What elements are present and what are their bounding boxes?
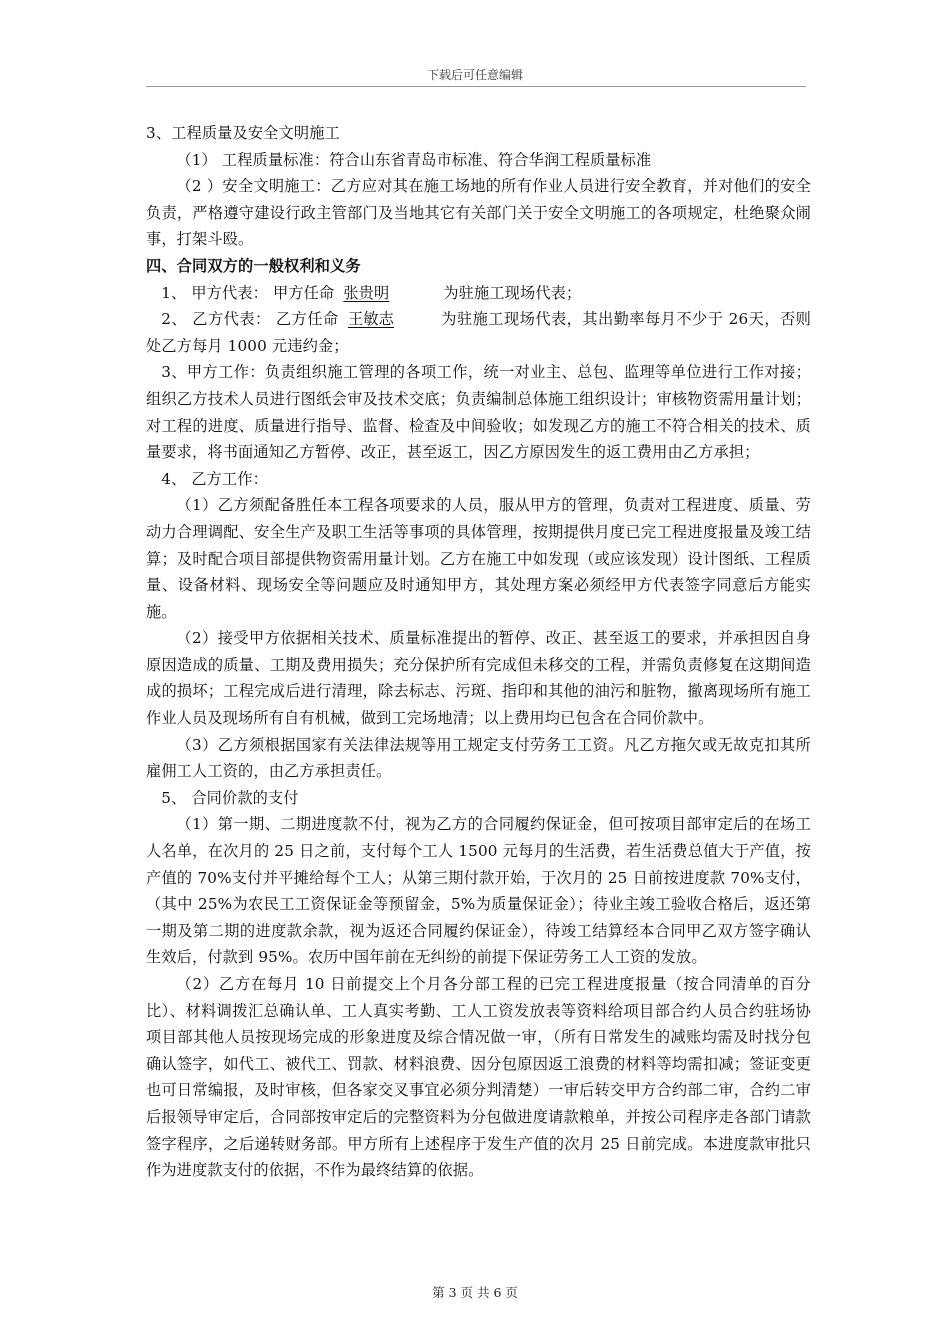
page-header: 下载后可任意编辑	[426, 68, 523, 82]
party-a-rep-name: 张贵明	[343, 283, 390, 302]
section-heading-quality: 3、工程质量及安全文明施工	[146, 124, 340, 142]
paragraph-quality-standard: （1） 工程质量标准：符合山东省青岛市标准、符合华润工程质量标准	[176, 150, 652, 169]
header-divider	[146, 86, 806, 87]
paragraph-party-b-work-3: （3）乙方须根据国家有关法律法规等用工规定支付劳务工工资。凡乙方拖欠或无故克扣其所雇佣工人工资的，由乙方承担责任。	[146, 735, 811, 781]
paragraph-party-b-work-2: （2）接受甲方依据相关技术、质量标准提出的暂停、改正、甚至返工的要求，并承担因自身原因造成的质量、工期及费用损失；充分保护所有完成但未移交的工程，并需负责修复在这期间造成的损坏；工程完成后进行清理，除去标志、污斑、指印和其他的油污和脏物，撤离现场所有施工作业人员及现场所有自有机械，做到工完场地清；以上费用均已包含在合同价款中。	[146, 629, 811, 728]
document-body	[146, 120, 811, 1184]
party-b-rep-name: 王敏志	[347, 310, 394, 329]
party-b-rep-suffix: 为驻施工现场代表，其出勤率每月不少于 26天，否则处乙方每月 1000 元违约金；	[146, 310, 811, 355]
paragraph-party-a-rep	[146, 280, 811, 307]
section-heading-rights: 四、合同双方的一般权利和义务	[146, 256, 361, 275]
paragraph-payment-2: （2）乙方在每月 10 日前提交上个月各分部工程的已完工程进度报量（按合同清单的百分比）、材料调拨汇总确认单、工人真实考勤、工人工资发放表等资料给项目部合约人员合约驻场协项目部其他人员按现场完成的形象进度及综合情况做一审，（所有日常发生的减账均需及时找分包确认签字，如代工、被代工、罚款、材料浪费、因分包原因返工浪费的材料等均需扣减；签证变更也可日常编报，及时审核，但各家交叉事宜必须分判清楚）一审后转交甲方合约部二审，合约二审后报领导审定后，合同部按审定后的完整资料为分包做进度请款粮单，并按公司程序走各部门请款签字程序，之后递转财务部。甲方所有上述程序于发生产值的次月 25 日前完成。本进度款审批只作为进度款支付的依据，不作为最终结算的依据。	[146, 975, 811, 1180]
paragraph-party-a-work: 3、甲方工作：负责组织施工管理的各项工作，统一对业主、总包、监理等单位进行工作对接； 组织乙方技术人员进行图纸会审及技术交底；负责编制总体施工组织设计；审核物资需用量计划；对工程的进度、质量进行指导、监督、检查及中间验收；如发现乙方的施工不符合相关的技术、质量要求，将书面通知乙方暂停、改正，甚至返工，因乙方原因发生的返工费用由乙方承担；	[146, 363, 811, 462]
paragraph-payment-heading: 5、 合同价款的支付	[161, 788, 299, 807]
party-a-rep-suffix: 为驻施工现场代表；	[443, 283, 582, 302]
paragraph-safety: （2 ）安全文明施工：乙方应对其在施工场地的所有作业人员进行安全教育，并对他们的安全负责，严格遵守建设行政主管部门及当地其它有关部门关于安全文明施工的各项规定，杜绝聚众闹事，打架斗殴。	[146, 177, 811, 249]
paragraph-party-b-rep	[146, 306, 811, 359]
paragraph-payment-1: （1）第一期、二期进度款不付，视为乙方的合同履约保证金，但可按项目部审定后的在场工人名单，在次月的 25 日之前，支付每个工人 1500 元每月的生活费，若生活费总值大于产值，按产值的 70%支付并平摊给每个工人；从第三期付款开始，于次月的 25 日前按进度款 70%支付，（其中 25%为农民工工资保证金等预留金，5%为质量保证金）；待业主竣工验收合格后，返还第一期及第二期的进度款余款，视为返还合同履约保证金），待竣工结算经本合同甲乙双方签字确认生效后，付款到 95%。农历中国年前在无纠纷的前提下保证劳务工人工资的发放。	[146, 815, 811, 967]
party-a-rep-prefix: 1、 甲方代表： 甲方任命	[161, 283, 340, 302]
page-footer: 第 3 页 共 6 页	[432, 1285, 518, 1300]
party-b-rep-prefix: 2、 乙方代表： 乙方任命	[161, 310, 344, 329]
paragraph-party-b-work-1: （1）乙方须配备胜任本工程各项要求的人员，服从甲方的管理，负责对工程进度、质量、劳动力合理调配、安全生产及职工生活等事项的具体管理，按期提供月度已完工程进度报量及竣工结算；及时配合项目部提供物资需用量计划。乙方在施工中如发现（或应该发现）设计图纸、工程质量、设备材料、现场安全等问题应及时通知甲方，其处理方案必须经甲方代表签字同意后方能实施。	[146, 496, 811, 621]
paragraph-party-b-work-heading: 4、 乙方工作：	[161, 469, 269, 488]
